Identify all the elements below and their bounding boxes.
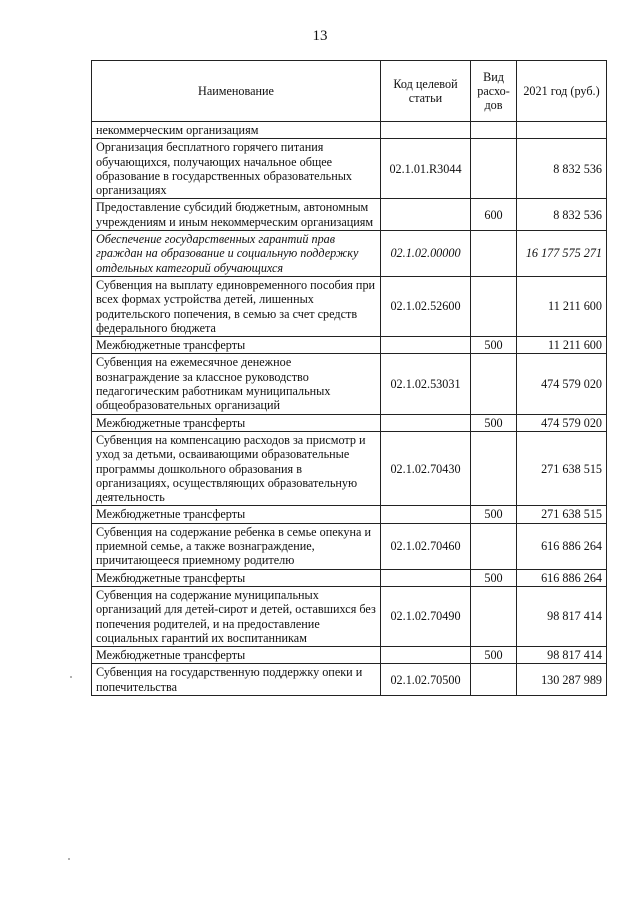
cell-amount: 616 886 264 — [517, 523, 607, 569]
table-row — [92, 647, 607, 664]
cell-code: 02.1.02.70490 — [381, 586, 471, 646]
table-row — [92, 199, 607, 231]
cell-amount: 616 886 264 — [517, 569, 607, 586]
cell-kind — [471, 231, 517, 277]
cell-amount: 16 177 575 271 — [517, 231, 607, 277]
cell-kind — [471, 664, 517, 696]
cell-name: Субвенция на ежемесячное денежное вознаграждение за классное руководство педагогическим работникам муниципальных общеобразовательных организаций — [92, 354, 381, 414]
cell-name: Субвенция на содержание ребенка в семье опекуна и приемной семье, а также вознаграждение, причитающееся приемному родителю — [92, 523, 381, 569]
cell-kind — [471, 586, 517, 646]
table-row — [92, 506, 607, 523]
cell-amount: 474 579 020 — [517, 354, 607, 414]
cell-code: 02.1.01.R3044 — [381, 139, 471, 199]
cell-kind: 500 — [471, 414, 517, 431]
cell-amount: 8 832 536 — [517, 199, 607, 231]
header-code: Код целевой статьи — [381, 61, 471, 122]
cell-kind — [471, 139, 517, 199]
cell-code: 02.1.02.70500 — [381, 664, 471, 696]
header-amount: 2021 год (руб.) — [517, 61, 607, 122]
cell-amount: 11 211 600 — [517, 276, 607, 336]
table-row — [92, 664, 607, 696]
table-row — [92, 276, 607, 336]
table-row — [92, 354, 607, 414]
table-body — [92, 122, 607, 696]
cell-code — [381, 337, 471, 354]
budget-table — [91, 60, 607, 696]
cell-amount: 271 638 515 — [517, 431, 607, 505]
cell-kind — [471, 523, 517, 569]
cell-code — [381, 647, 471, 664]
cell-code — [381, 122, 471, 139]
cell-kind: 500 — [471, 506, 517, 523]
cell-amount — [517, 122, 607, 139]
cell-amount: 11 211 600 — [517, 337, 607, 354]
cell-kind: 500 — [471, 569, 517, 586]
cell-kind — [471, 122, 517, 139]
cell-kind — [471, 431, 517, 505]
cell-amount: 98 817 414 — [517, 586, 607, 646]
cell-kind: 600 — [471, 199, 517, 231]
cell-name: некоммерческим организациям — [92, 122, 381, 139]
cell-name: Межбюджетные трансферты — [92, 569, 381, 586]
cell-code — [381, 199, 471, 231]
header-row — [92, 61, 607, 122]
cell-code: 02.1.02.70460 — [381, 523, 471, 569]
cell-name: Межбюджетные трансферты — [92, 414, 381, 431]
cell-code: 02.1.02.70430 — [381, 431, 471, 505]
cell-kind — [471, 354, 517, 414]
margin-speck — [70, 676, 72, 678]
cell-name: Субвенция на содержание муниципальных организаций для детей-сирот и детей, оставшихся без попечения родителей, и на предоставление социальных гарантий их воспитанникам — [92, 586, 381, 646]
cell-amount: 130 287 989 — [517, 664, 607, 696]
cell-name: Межбюджетные трансферты — [92, 647, 381, 664]
table-row — [92, 139, 607, 199]
cell-amount: 271 638 515 — [517, 506, 607, 523]
table-row — [92, 586, 607, 646]
cell-kind: 500 — [471, 337, 517, 354]
table-row — [92, 122, 607, 139]
cell-code: 02.1.02.52600 — [381, 276, 471, 336]
cell-name: Субвенция на компенсацию расходов за присмотр и уход за детьми, осваивающими образовательные программы дошкольного образования в организациях, осуществляющих образовательную деятельность — [92, 431, 381, 505]
cell-kind: 500 — [471, 647, 517, 664]
header-name: Наименование — [92, 61, 381, 122]
cell-code: 02.1.02.53031 — [381, 354, 471, 414]
table-row — [92, 431, 607, 505]
table-row — [92, 231, 607, 277]
table-row — [92, 414, 607, 431]
page-number: 13 — [312, 28, 328, 44]
cell-code — [381, 506, 471, 523]
cell-code: 02.1.02.00000 — [381, 231, 471, 277]
cell-amount: 474 579 020 — [517, 414, 607, 431]
header-kind: Вид расхо-дов — [471, 61, 517, 122]
cell-code — [381, 414, 471, 431]
cell-name: Межбюджетные трансферты — [92, 506, 381, 523]
cell-name: Предоставление субсидий бюджетным, автономным учреждениям и иным некоммерческим организациям — [92, 199, 381, 231]
cell-name: Межбюджетные трансферты — [92, 337, 381, 354]
margin-speck — [68, 858, 70, 860]
table-row — [92, 523, 607, 569]
cell-code — [381, 569, 471, 586]
cell-name: Организация бесплатного горячего питания обучающихся, получающих начальное общее образование в государственных образовательных организациях — [92, 139, 381, 199]
table-header — [92, 61, 607, 122]
cell-name: Субвенция на выплату единовременного пособия при всех формах устройства детей, лишенных родительского попечения, в семью за счет средств федерального бюджета — [92, 276, 381, 336]
table-row — [92, 337, 607, 354]
cell-kind — [471, 276, 517, 336]
cell-name: Субвенция на государственную поддержку опеки и попечительства — [92, 664, 381, 696]
cell-amount: 8 832 536 — [517, 139, 607, 199]
cell-amount: 98 817 414 — [517, 647, 607, 664]
cell-name: Обеспечение государственных гарантий прав граждан на образование и социальную поддержку отдельных категорий обучающихся — [92, 231, 381, 277]
table-row — [92, 569, 607, 586]
